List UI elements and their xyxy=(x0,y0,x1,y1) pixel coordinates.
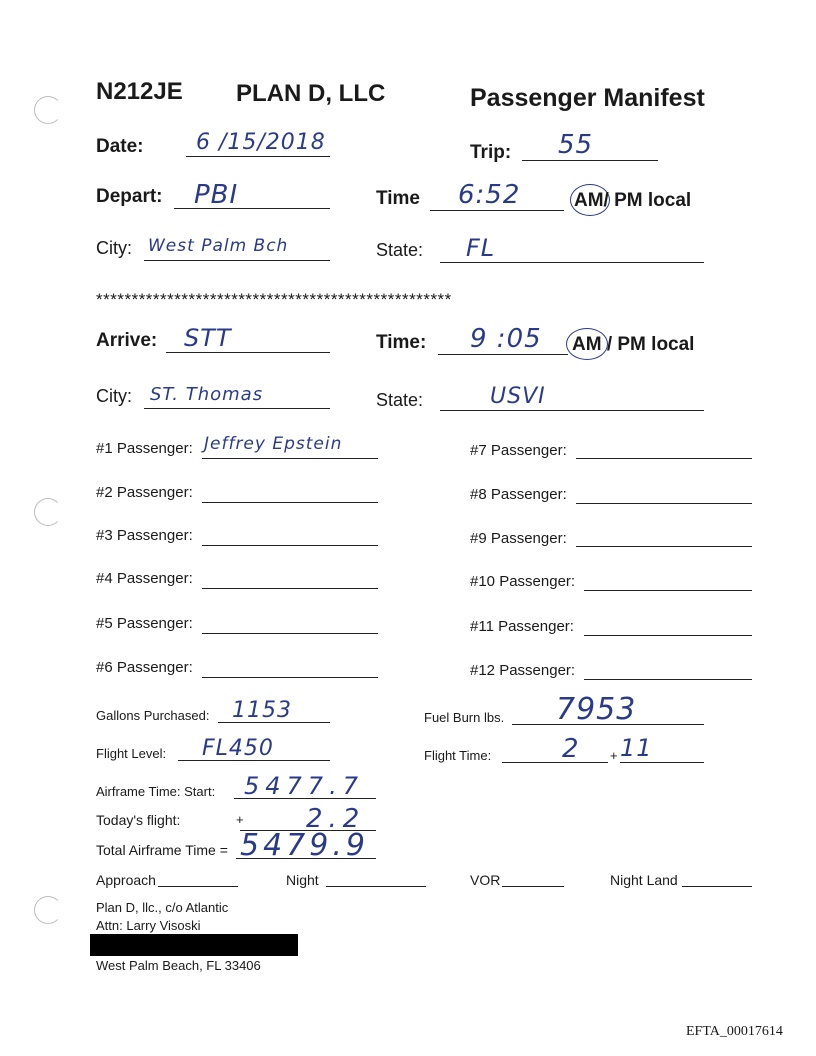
arrive-city-label: City: xyxy=(96,386,132,406)
depart-state-label: State: xyxy=(376,240,424,260)
airframe-start-value: 5477.7 xyxy=(244,772,364,800)
vor-line xyxy=(502,886,564,887)
vor-label: VOR xyxy=(470,872,501,888)
depart-label: Depart: xyxy=(96,186,163,207)
address-line-1: Plan D, llc., c/o Atlantic xyxy=(96,900,229,915)
depart-time-value: 6:52 xyxy=(458,180,521,210)
depart-state-value: FL xyxy=(466,234,496,262)
passenger-5-label: #5 Passenger: xyxy=(96,615,193,632)
passenger-3-label: #3 Passenger: xyxy=(96,527,193,544)
document-title: Passenger Manifest xyxy=(470,84,705,112)
trip-label: Trip: xyxy=(470,142,512,163)
arrive-state-label: State: xyxy=(376,390,424,410)
date-value: 6 /15/2018 xyxy=(196,130,326,155)
trip-value: 55 xyxy=(558,130,594,160)
date-label: Date: xyxy=(96,136,144,157)
flight-time-hours: 2 xyxy=(562,734,580,764)
night-label: Night xyxy=(286,872,319,888)
arrive-time-value: 9 :05 xyxy=(470,324,542,354)
flight-time-hours-line xyxy=(502,762,608,763)
arrive-city-value: ST. Thomas xyxy=(150,384,264,405)
gallons-label: Gallons Purchased: xyxy=(96,708,210,723)
passenger-2-line xyxy=(202,502,378,503)
passenger-9-label: #9 Passenger: xyxy=(470,530,567,547)
date-field-line xyxy=(186,156,330,157)
passenger-8-label: #8 Passenger: xyxy=(470,486,567,503)
total-airframe-value: 5479.9 xyxy=(240,828,369,863)
passenger-7-line xyxy=(576,458,752,459)
arrive-time-line xyxy=(438,354,568,355)
passenger-4-line xyxy=(202,588,378,589)
arrive-ampm-label: AM / PM local xyxy=(572,334,695,355)
arrive-city-line xyxy=(144,408,330,409)
arrive-state-value: USVI xyxy=(490,384,546,409)
arrive-label: Arrive: xyxy=(96,330,158,351)
punch-hole-top xyxy=(34,96,62,124)
passenger-6-label: #6 Passenger: xyxy=(96,659,193,676)
arrive-time-label: Time: xyxy=(376,332,427,353)
flight-level-label: Flight Level: xyxy=(96,746,167,761)
company-name: PLAN D, LLC xyxy=(236,80,386,107)
separator-stars: ************************************************** xyxy=(96,290,452,309)
approach-label: Approach xyxy=(96,872,156,888)
arrive-field-line xyxy=(166,352,330,353)
todays-flight-label: Today's flight: xyxy=(96,812,181,828)
passenger-11-line xyxy=(584,635,752,636)
trip-field-line xyxy=(522,160,658,161)
depart-city-value: West Palm Bch xyxy=(148,236,289,256)
passenger-8-line xyxy=(576,503,752,504)
night-land-line xyxy=(682,886,752,887)
passenger-10-label: #10 Passenger: xyxy=(470,573,576,590)
depart-state-line xyxy=(440,262,704,263)
redacted-address-line xyxy=(90,934,298,956)
night-land-label: Night Land xyxy=(610,872,678,888)
depart-value: PBI xyxy=(194,180,239,210)
arrive-state-line xyxy=(440,410,704,411)
depart-city-label: City: xyxy=(96,238,132,258)
passenger-4-label: #4 Passenger: xyxy=(96,570,193,587)
night-line xyxy=(326,886,426,887)
passenger-1-line xyxy=(202,458,378,459)
passenger-1-label: #1 Passenger: xyxy=(96,440,193,457)
depart-city-line xyxy=(144,260,330,261)
flight-time-minutes-line xyxy=(620,762,704,763)
address-line-4: West Palm Beach, FL 33406 xyxy=(96,958,261,973)
todays-flight-plus: + xyxy=(236,812,244,827)
passenger-12-label: #12 Passenger: xyxy=(470,662,576,679)
depart-ampm-label: AM/ PM local xyxy=(574,190,692,211)
todays-flight-value: 2.2 xyxy=(306,804,366,834)
passenger-12-line xyxy=(584,679,752,680)
passenger-9-line xyxy=(576,546,752,547)
total-airframe-label: Total Airframe Time = xyxy=(96,842,228,858)
depart-time-line xyxy=(430,210,564,211)
flight-time-label: Flight Time: xyxy=(424,748,492,763)
punch-hole-bottom xyxy=(34,896,62,924)
passenger-10-line xyxy=(584,590,752,591)
depart-time-label: Time xyxy=(376,188,421,209)
address-line-2: Attn: Larry Visoski xyxy=(96,918,201,933)
gallons-value: 1153 xyxy=(232,698,292,723)
arrive-value: STT xyxy=(184,324,232,352)
passenger-5-line xyxy=(202,633,378,634)
passenger-3-line xyxy=(202,545,378,546)
fuel-burn-label: Fuel Burn lbs. xyxy=(424,710,505,725)
flight-time-plus: + xyxy=(610,748,618,763)
passenger-2-label: #2 Passenger: xyxy=(96,484,193,501)
tail-number: N212JE xyxy=(96,78,183,105)
document-id: EFTA_00017614 xyxy=(686,1024,783,1039)
fuel-burn-value: 7953 xyxy=(556,692,637,727)
approach-line xyxy=(158,886,238,887)
passenger-1-value: Jeffrey Epstein xyxy=(204,434,343,454)
flight-level-value: FL450 xyxy=(202,736,274,761)
flight-time-minutes: 11 xyxy=(620,734,653,762)
punch-hole-middle xyxy=(34,498,62,526)
airframe-start-label: Airframe Time: Start: xyxy=(96,784,216,799)
passenger-7-label: #7 Passenger: xyxy=(470,442,567,459)
passenger-11-label: #11 Passenger: xyxy=(470,618,574,635)
passenger-6-line xyxy=(202,677,378,678)
